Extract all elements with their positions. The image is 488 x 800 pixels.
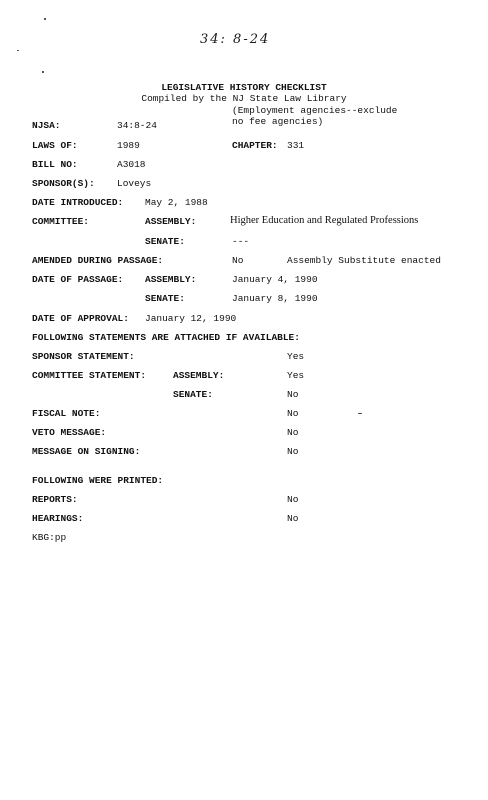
reports-label: REPORTS:	[32, 494, 78, 505]
description-line-2: no fee agencies)	[232, 116, 324, 127]
passage-assembly-value: January 4, 1990	[232, 274, 318, 285]
chapter-label: CHAPTER:	[232, 140, 278, 151]
hearings-value: No	[287, 513, 299, 524]
document-title: LEGISLATIVE HISTORY CHECKLIST	[161, 82, 327, 93]
laws-of-label: LAWS OF:	[32, 140, 78, 151]
printed-heading: FOLLOWING WERE PRINTED:	[32, 475, 164, 486]
fiscal-note-value: No	[287, 408, 299, 419]
committee-statement-senate-value: No	[287, 389, 299, 400]
handwritten-statute-number: 34: 8-24	[200, 32, 271, 47]
date-of-approval-label: DATE OF APPROVAL:	[32, 313, 129, 324]
scan-speck	[44, 18, 46, 20]
date-of-passage-label: DATE OF PASSAGE:	[32, 274, 124, 285]
reports-value: No	[287, 494, 299, 505]
passage-assembly-label: ASSEMBLY:	[145, 274, 197, 285]
chapter-value: 331	[287, 140, 305, 151]
committee-statement-senate-label: SENATE:	[173, 389, 213, 400]
bill-no-value: A3018	[117, 159, 146, 170]
bill-no-label: BILL NO:	[32, 159, 78, 170]
date-introduced-label: DATE INTRODUCED:	[32, 197, 124, 208]
statements-heading: FOLLOWING STATEMENTS ARE ATTACHED IF AVAILABLE:	[32, 332, 300, 343]
committee-label: COMMITTEE:	[32, 216, 90, 227]
committee-assembly-value: Higher Education and Regulated Professions	[230, 215, 419, 226]
sponsor-value: Loveys	[117, 178, 152, 189]
date-introduced-value: May 2, 1988	[145, 197, 208, 208]
scan-speck	[358, 413, 362, 414]
committee-statement-assembly-label: ASSEMBLY:	[173, 370, 225, 381]
amended-value: No	[232, 255, 244, 266]
amended-note: Assembly Substitute enacted	[287, 255, 441, 266]
veto-message-value: No	[287, 427, 299, 438]
passage-senate-value: January 8, 1990	[232, 293, 318, 304]
committee-senate-value: ---	[232, 236, 250, 247]
message-on-signing-label: MESSAGE ON SIGNING:	[32, 446, 141, 457]
committee-assembly-label: ASSEMBLY:	[145, 216, 197, 227]
committee-statement-label: COMMITTEE STATEMENT:	[32, 370, 147, 381]
passage-senate-label: SENATE:	[145, 293, 185, 304]
njsa-value: 34:8-24	[117, 120, 157, 131]
document-subtitle: Compiled by the NJ State Law Library	[141, 93, 347, 104]
date-of-approval-value: January 12, 1990	[145, 313, 237, 324]
hearings-label: HEARINGS:	[32, 513, 84, 524]
sponsor-statement-value: Yes	[287, 351, 305, 362]
scan-speck	[17, 50, 19, 51]
message-on-signing-value: No	[287, 446, 299, 457]
description-line-1: (Employment agencies--exclude	[232, 105, 398, 116]
scan-speck	[42, 71, 44, 73]
sponsor-statement-label: SPONSOR STATEMENT:	[32, 351, 135, 362]
committee-statement-assembly-value: Yes	[287, 370, 305, 381]
njsa-label: NJSA:	[32, 120, 61, 131]
committee-senate-label: SENATE:	[145, 236, 185, 247]
veto-message-label: VETO MESSAGE:	[32, 427, 107, 438]
sponsor-label: SPONSOR(S):	[32, 178, 95, 189]
fiscal-note-label: FISCAL NOTE:	[32, 408, 101, 419]
typist-initials: KBG:pp	[32, 532, 67, 543]
amended-label: AMENDED DURING PASSAGE:	[32, 255, 164, 266]
laws-of-value: 1989	[117, 140, 140, 151]
